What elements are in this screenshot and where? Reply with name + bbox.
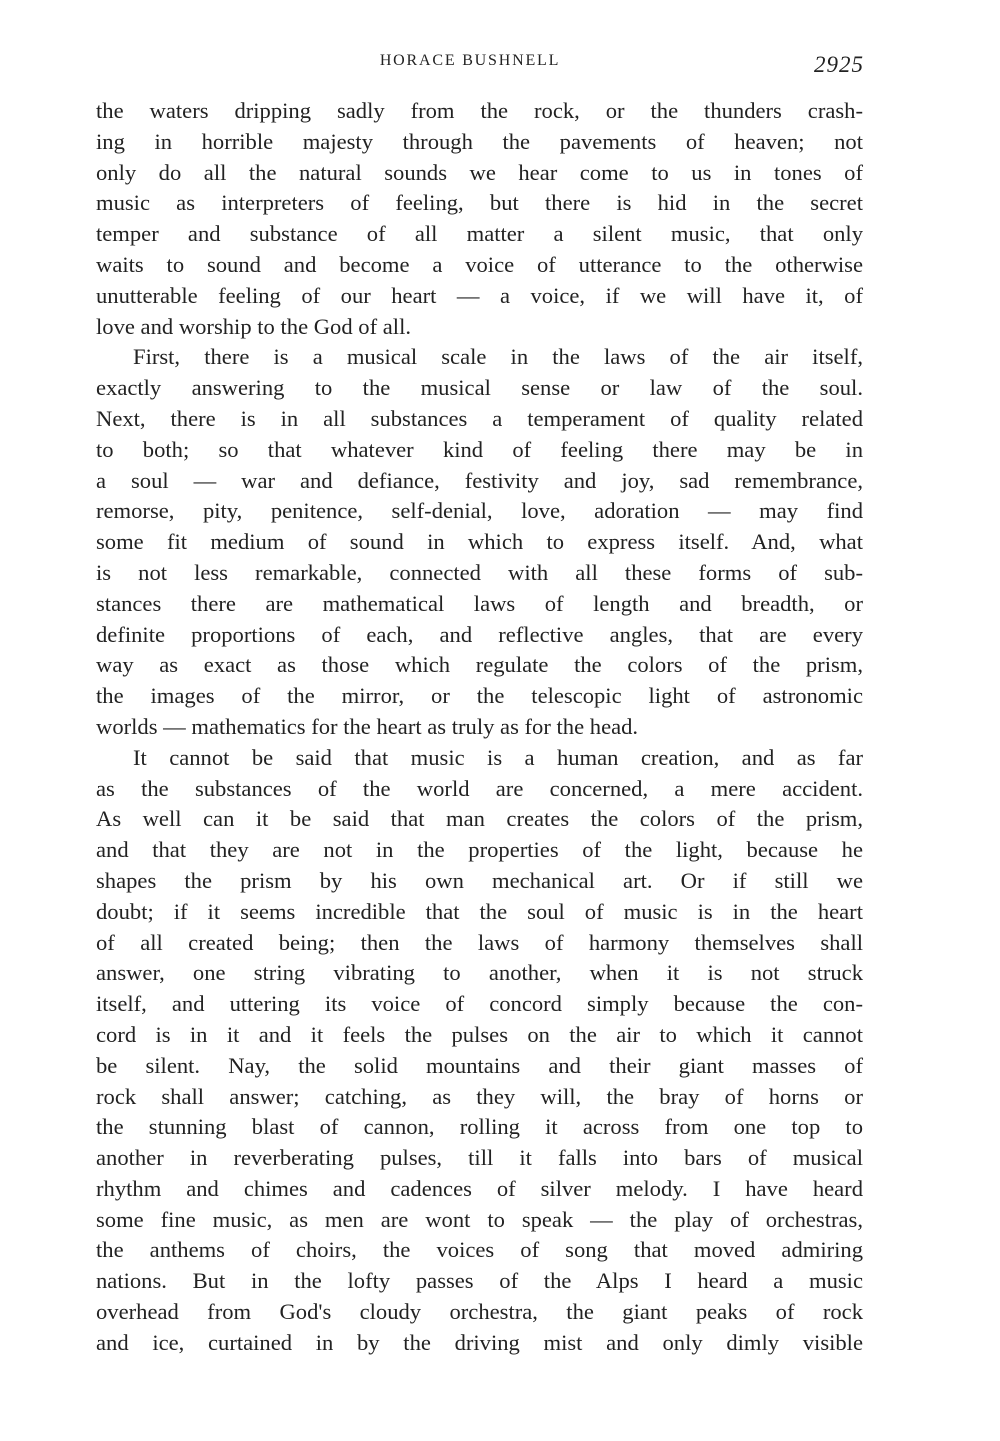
text-line: of all created being; then the laws of harmony themselves shall [96, 929, 863, 955]
text-line: be silent. Nay, the solid mountains and their giant masses of [96, 1052, 863, 1078]
paragraph [96, 743, 863, 1359]
text-line: the waters dripping sadly from the rock, or the thunders crash- [96, 98, 863, 123]
text-line: to both; so that whatever kind of feeling there may be in [96, 436, 863, 462]
text-line: a soul — war and defiance, festivity and joy, sad remembrance, [96, 467, 863, 493]
text-line: and that they are not in the properties of the light, because he [96, 837, 863, 863]
text-line: waits to sound and become a voice of utterance to the otherwise [96, 251, 863, 277]
text-line: temper and substance of all matter a silent music, that only [96, 221, 863, 247]
paragraph [96, 96, 863, 342]
text-line: another in reverberating pulses, till it falls into bars of musical [96, 1145, 863, 1171]
body-text [96, 96, 863, 1359]
text-line: remorse, pity, penitence, self-denial, love, adoration — may find [96, 498, 863, 524]
text-line: rhythm and chimes and cadences of silver melody. I have heard [96, 1175, 863, 1201]
text-line: definite proportions of each, and reflective angles, that are every [96, 621, 863, 647]
text-line: the images of the mirror, or the telescopic light of astronomic [96, 683, 863, 709]
running-head [0, 49, 1000, 79]
text-line: doubt; if it seems incredible that the soul of music is in the heart [96, 898, 863, 924]
text-line: exactly answering to the musical sense or law of the soul. [96, 375, 863, 401]
text-line: cord is in it and it feels the pulses on the air to which it cannot [96, 1021, 863, 1047]
text-line: worlds — mathematics for the heart as truly as for the head. [96, 713, 639, 739]
text-line: rock shall answer; catching, as they will, the bray of horns or [96, 1083, 863, 1109]
text-line: unutterable feeling of our heart — a voice, if we will have it, of [96, 282, 863, 308]
text-line: Next, there is in all substances a temperament of quality related [96, 405, 863, 431]
paragraph [96, 342, 863, 742]
text-line: nations. But in the lofty passes of the Alps I heard a music [96, 1268, 863, 1294]
running-title: HORACE BUSHNELL [379, 52, 561, 69]
text-line: some fine music, as men are wont to speak — the play of orchestras, [96, 1206, 863, 1232]
text-line: overhead from God's cloudy orchestra, the giant peaks of rock [96, 1299, 863, 1325]
text-line: love and worship to the God of all. [96, 313, 411, 339]
text-line: way as exact as those which regulate the colors of the prism, [96, 652, 863, 678]
text-line: First, there is a musical scale in the laws of the air itself, [133, 344, 863, 370]
text-line: As well can it be said that man creates the colors of the prism, [96, 806, 863, 832]
text-line: the anthems of choirs, the voices of song that moved admiring [96, 1237, 863, 1263]
text-line: answer, one string vibrating to another, when it is not struck [96, 960, 863, 986]
text-line: and ice, curtained in by the driving mist and only dimly visible [96, 1329, 863, 1355]
text-line: ing in horrible majesty through the pavements of heaven; not [96, 128, 863, 154]
text-line: itself, and uttering its voice of concord simply because the con- [96, 991, 863, 1017]
text-line: the stunning blast of cannon, rolling it across from one top to [96, 1114, 863, 1140]
text-line: is not less remarkable, connected with all these forms of sub- [96, 559, 863, 585]
text-line: music as interpreters of feeling, but there is hid in the secret [96, 190, 863, 216]
text-line: some fit medium of sound in which to express itself. And, what [96, 529, 863, 555]
page-number: 2925 [814, 52, 864, 77]
text-line: It cannot be said that music is a human creation, and as far [133, 744, 863, 770]
text-line: stances there are mathematical laws of length and breadth, or [96, 590, 863, 616]
text-line: shapes the prism by his own mechanical art. Or if still we [96, 867, 863, 893]
text-line: as the substances of the world are concerned, a mere accident. [96, 775, 863, 801]
text-line: only do all the natural sounds we hear come to us in tones of [96, 159, 863, 185]
